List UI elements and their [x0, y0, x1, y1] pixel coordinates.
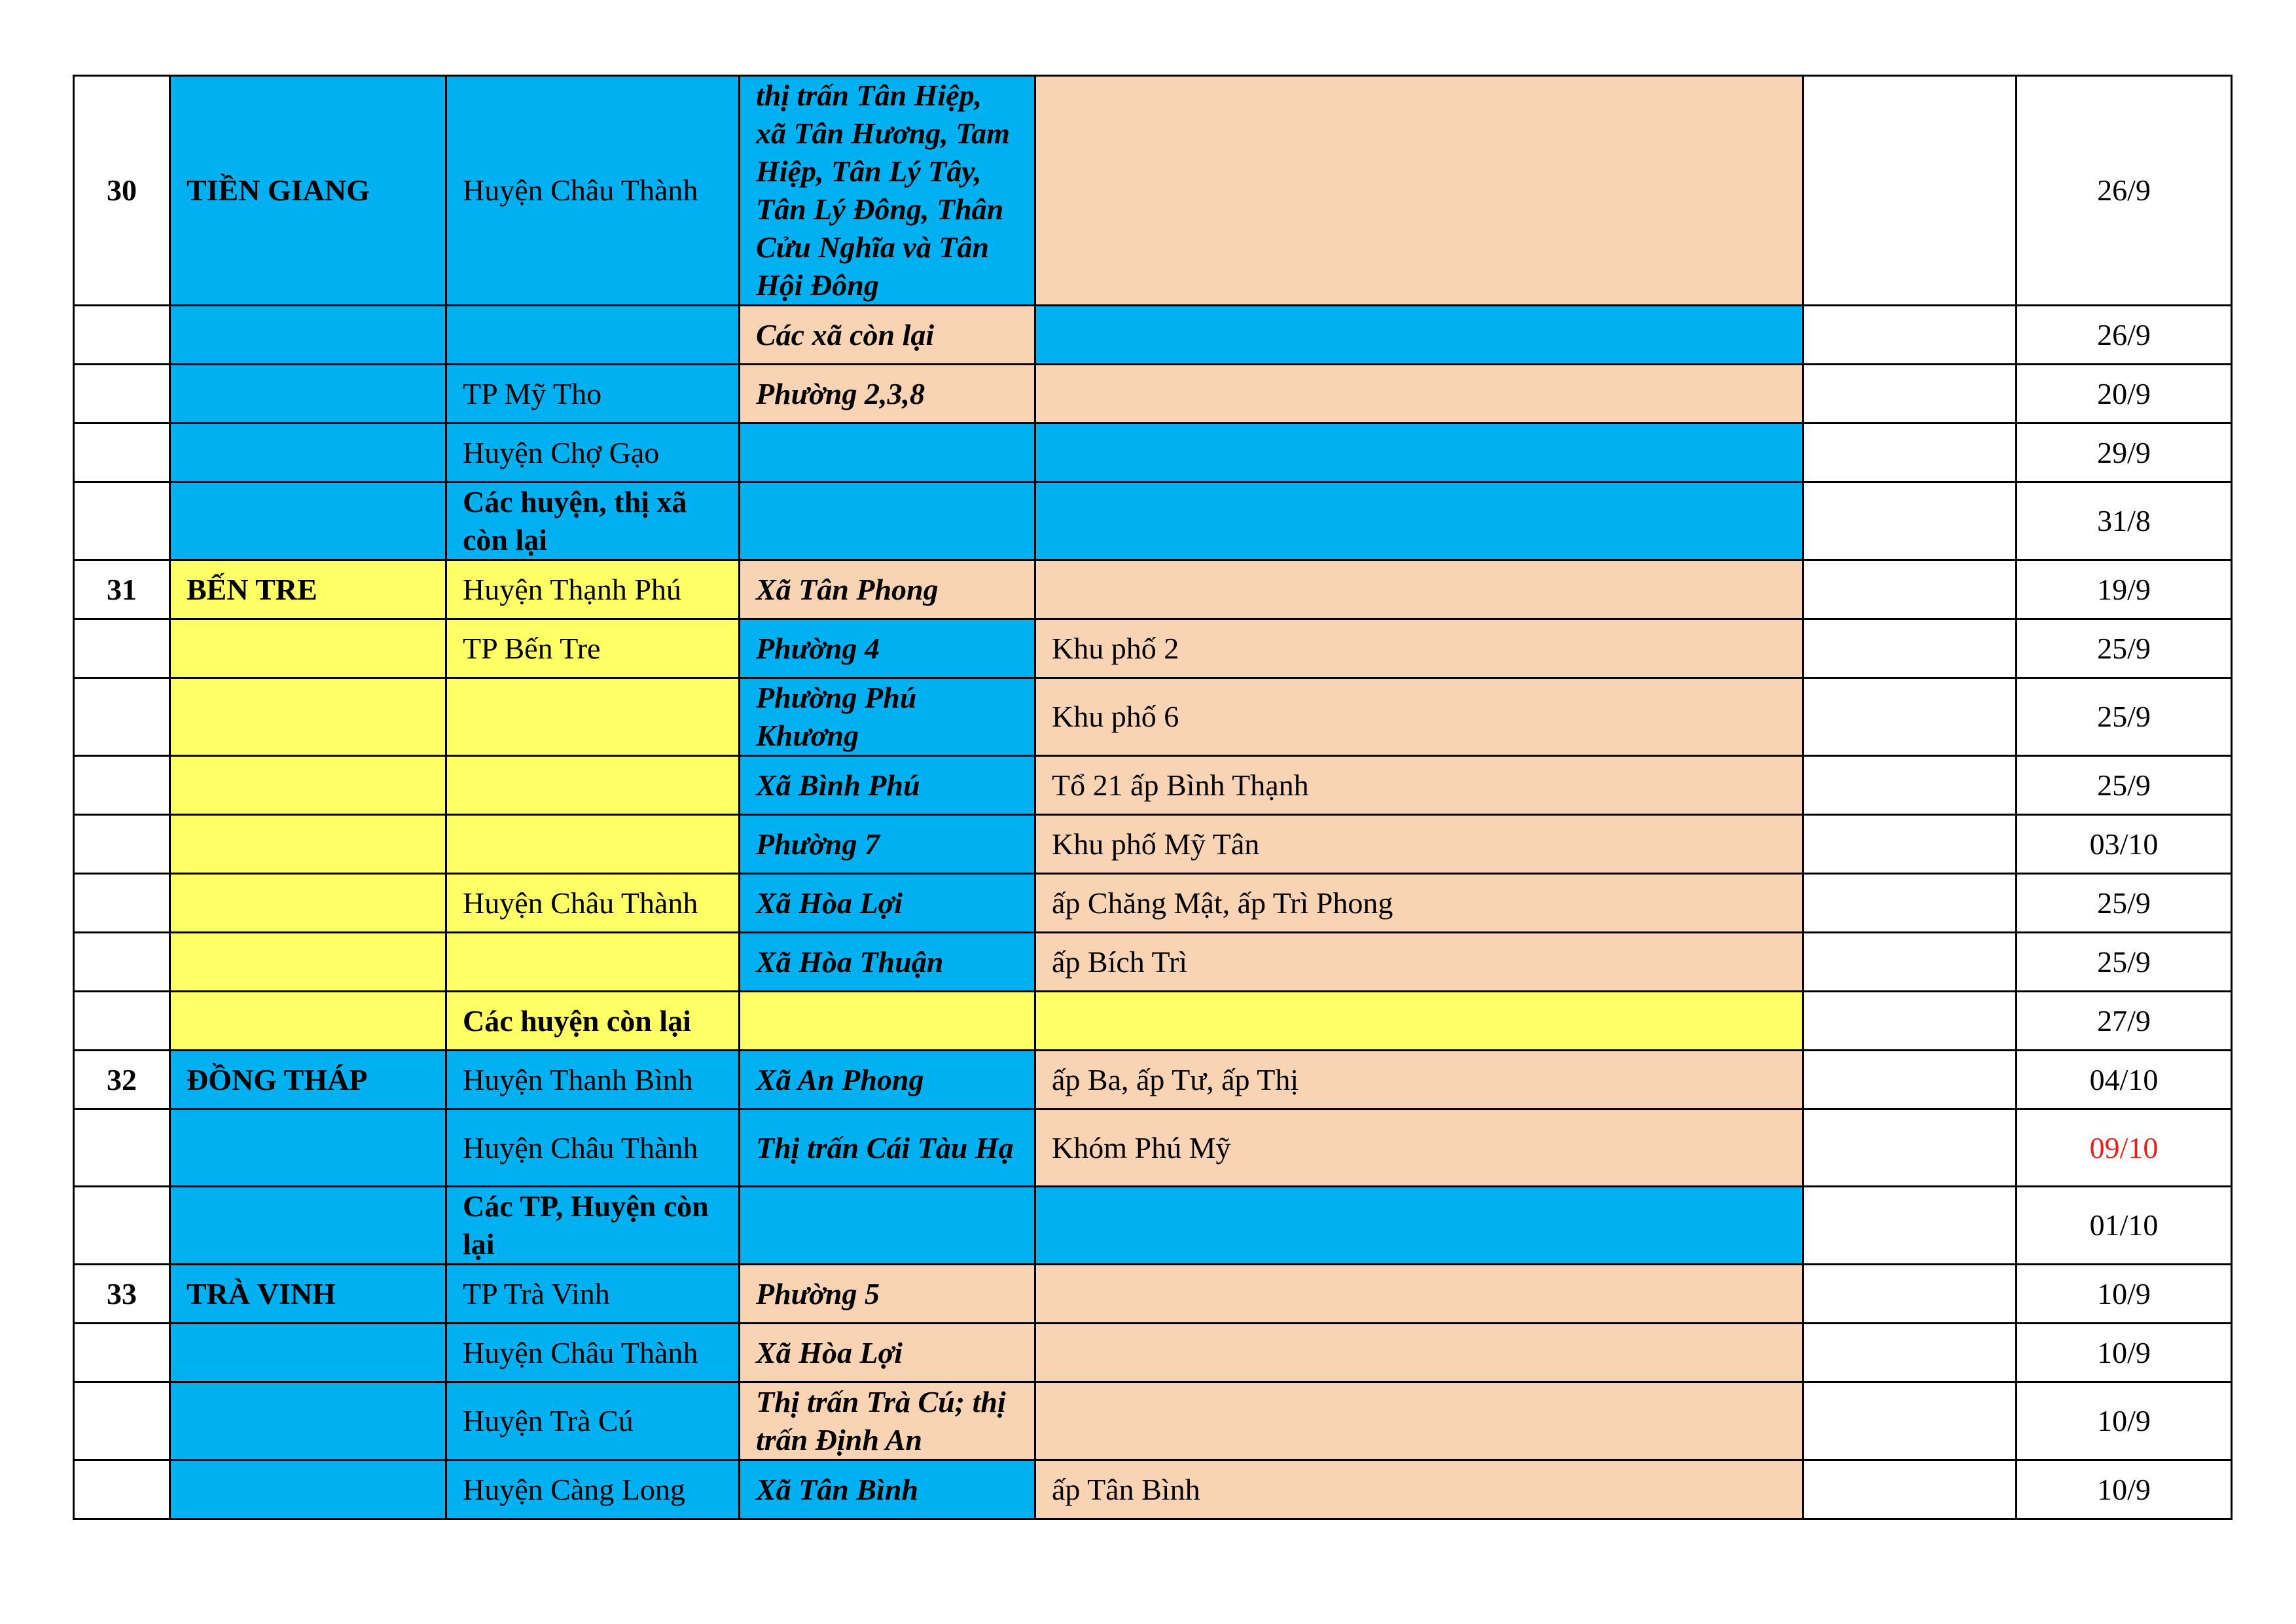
- ward-cell: Xã An Phong: [740, 1051, 1035, 1110]
- table-row: [74, 1187, 2232, 1265]
- stt-cell: [74, 1110, 170, 1187]
- table-body: [74, 76, 2232, 1519]
- district-cell: TP Bến Tre: [446, 619, 740, 678]
- district-cell: [446, 306, 740, 365]
- province-cell: [170, 1187, 446, 1265]
- district-cell: Huyện Châu Thành: [446, 1324, 740, 1382]
- province-cell: [170, 1382, 446, 1460]
- table-row: [74, 1460, 2232, 1519]
- ward-cell: Xã Hòa Lợi: [740, 874, 1035, 933]
- date-cell: 29/9: [2017, 424, 2232, 482]
- date-cell: 20/9: [2017, 365, 2232, 424]
- note-cell: [1803, 1324, 2017, 1382]
- province-cell: [170, 424, 446, 482]
- ward-cell: Xã Hòa Lợi: [740, 1324, 1035, 1382]
- area-cell: ấp Ba, ấp Tư, ấp Thị: [1035, 1051, 1803, 1110]
- stt-cell: [74, 933, 170, 992]
- area-cell: [1035, 1382, 1803, 1460]
- area-cell: ấp Chăng Mật, ấp Trì Phong: [1035, 874, 1803, 933]
- area-cell: [1035, 365, 1803, 424]
- table-row: [74, 1110, 2232, 1187]
- area-cell: Khóm Phú Mỹ: [1035, 1110, 1803, 1187]
- district-cell: Các huyện, thị xã còn lại: [446, 482, 740, 560]
- note-cell: [1803, 76, 2017, 306]
- province-cell: [170, 756, 446, 815]
- district-cell: Huyện Thạnh Phú: [446, 560, 740, 619]
- ward-cell: thị trấn Tân Hiệp, xã Tân Hương, Tam Hiệp, Tân Lý Tây, Tân Lý Đông, Thân Cửu Nghĩa và Tân Hội Đông: [740, 76, 1035, 306]
- area-cell: Khu phố 2: [1035, 619, 1803, 678]
- date-cell: 25/9: [2017, 756, 2232, 815]
- ward-cell: [740, 482, 1035, 560]
- ward-cell: Phường 5: [740, 1265, 1035, 1324]
- note-cell: [1803, 619, 2017, 678]
- ward-cell: [740, 992, 1035, 1051]
- ward-cell: Xã Bình Phú: [740, 756, 1035, 815]
- table-row: [74, 1051, 2232, 1110]
- ward-cell: Xã Hòa Thuận: [740, 933, 1035, 992]
- stt-cell: 31: [74, 560, 170, 619]
- ward-cell: Phường Phú Khương: [740, 678, 1035, 756]
- note-cell: [1803, 933, 2017, 992]
- date-cell: 26/9: [2017, 306, 2232, 365]
- area-cell: [1035, 306, 1803, 365]
- note-cell: [1803, 424, 2017, 482]
- date-cell: 09/10: [2017, 1110, 2232, 1187]
- area-cell: [1035, 560, 1803, 619]
- note-cell: [1803, 560, 2017, 619]
- province-cell: BẾN TRE: [170, 560, 446, 619]
- province-cell: [170, 874, 446, 933]
- table-row: [74, 815, 2232, 874]
- stt-cell: [74, 992, 170, 1051]
- area-cell: Tổ 21 ấp Bình Thạnh: [1035, 756, 1803, 815]
- note-cell: [1803, 306, 2017, 365]
- district-cell: TP Trà Vinh: [446, 1265, 740, 1324]
- area-cell: [1035, 1324, 1803, 1382]
- ward-cell: Thị trấn Cái Tàu Hạ: [740, 1110, 1035, 1187]
- area-cell: Khu phố Mỹ Tân: [1035, 815, 1803, 874]
- stt-cell: [74, 678, 170, 756]
- stt-cell: [74, 424, 170, 482]
- table-row: [74, 874, 2232, 933]
- date-cell: 01/10: [2017, 1187, 2232, 1265]
- ward-cell: Phường 4: [740, 619, 1035, 678]
- district-cell: Huyện Châu Thành: [446, 874, 740, 933]
- date-cell: 25/9: [2017, 874, 2232, 933]
- note-cell: [1803, 1051, 2017, 1110]
- area-cell: ấp Bích Trì: [1035, 933, 1803, 992]
- district-cell: Huyện Châu Thành: [446, 76, 740, 306]
- table-row: [74, 1382, 2232, 1460]
- ward-cell: [740, 1187, 1035, 1265]
- date-cell: 10/9: [2017, 1324, 2232, 1382]
- province-cell: [170, 992, 446, 1051]
- district-cell: TP Mỹ Tho: [446, 365, 740, 424]
- note-cell: [1803, 756, 2017, 815]
- province-cell: [170, 306, 446, 365]
- date-cell: 27/9: [2017, 992, 2232, 1051]
- province-cell: [170, 1460, 446, 1519]
- area-cell: [1035, 482, 1803, 560]
- note-cell: [1803, 874, 2017, 933]
- area-cell: [1035, 424, 1803, 482]
- table-row: [74, 365, 2232, 424]
- date-cell: 26/9: [2017, 76, 2232, 306]
- ward-cell: Xã Tân Phong: [740, 560, 1035, 619]
- note-cell: [1803, 482, 2017, 560]
- date-cell: 19/9: [2017, 560, 2232, 619]
- note-cell: [1803, 1187, 2017, 1265]
- stt-cell: 32: [74, 1051, 170, 1110]
- stt-cell: [74, 1460, 170, 1519]
- note-cell: [1803, 1382, 2017, 1460]
- area-cell: Khu phố 6: [1035, 678, 1803, 756]
- district-cell: Huyện Càng Long: [446, 1460, 740, 1519]
- note-cell: [1803, 1460, 2017, 1519]
- schedule-table: [73, 75, 2233, 1520]
- ward-cell: Phường 2,3,8: [740, 365, 1035, 424]
- province-cell: [170, 619, 446, 678]
- note-cell: [1803, 678, 2017, 756]
- ward-cell: Phường 7: [740, 815, 1035, 874]
- note-cell: [1803, 365, 2017, 424]
- district-cell: Huyện Trà Cú: [446, 1382, 740, 1460]
- district-cell: Các TP, Huyện còn lại: [446, 1187, 740, 1265]
- province-cell: ĐỒNG THÁP: [170, 1051, 446, 1110]
- stt-cell: [74, 306, 170, 365]
- table-row: [74, 482, 2232, 560]
- table-row: [74, 424, 2232, 482]
- table-row: [74, 933, 2232, 992]
- stt-cell: [74, 1187, 170, 1265]
- table-row: [74, 756, 2232, 815]
- area-cell: [1035, 76, 1803, 306]
- stt-cell: [74, 619, 170, 678]
- table-row: [74, 678, 2232, 756]
- district-cell: [446, 678, 740, 756]
- note-cell: [1803, 815, 2017, 874]
- province-cell: TRÀ VINH: [170, 1265, 446, 1324]
- table-row: [74, 992, 2232, 1051]
- stt-cell: [74, 365, 170, 424]
- district-cell: Huyện Châu Thành: [446, 1110, 740, 1187]
- province-cell: [170, 933, 446, 992]
- ward-cell: Xã Tân Bình: [740, 1460, 1035, 1519]
- stt-cell: [74, 1324, 170, 1382]
- date-cell: 10/9: [2017, 1265, 2232, 1324]
- date-cell: 03/10: [2017, 815, 2232, 874]
- ward-cell: Các xã còn lại: [740, 306, 1035, 365]
- stt-cell: 30: [74, 76, 170, 306]
- date-cell: 25/9: [2017, 619, 2232, 678]
- ward-cell: [740, 424, 1035, 482]
- area-cell: [1035, 1265, 1803, 1324]
- date-cell: 04/10: [2017, 1051, 2232, 1110]
- stt-cell: [74, 1382, 170, 1460]
- stt-cell: [74, 874, 170, 933]
- stt-cell: 33: [74, 1265, 170, 1324]
- district-cell: [446, 933, 740, 992]
- table-row: [74, 1324, 2232, 1382]
- stt-cell: [74, 756, 170, 815]
- table-row: [74, 306, 2232, 365]
- district-cell: [446, 815, 740, 874]
- stt-cell: [74, 482, 170, 560]
- stt-cell: [74, 815, 170, 874]
- area-cell: ấp Tân Bình: [1035, 1460, 1803, 1519]
- note-cell: [1803, 1110, 2017, 1187]
- province-cell: [170, 678, 446, 756]
- province-cell: TIỀN GIANG: [170, 76, 446, 306]
- province-cell: [170, 1110, 446, 1187]
- ward-cell: Thị trấn Trà Cú; thị trấn Định An: [740, 1382, 1035, 1460]
- province-cell: [170, 1324, 446, 1382]
- table-row: [74, 560, 2232, 619]
- date-cell: 25/9: [2017, 933, 2232, 992]
- province-cell: [170, 365, 446, 424]
- note-cell: [1803, 992, 2017, 1051]
- district-cell: [446, 756, 740, 815]
- district-cell: Các huyện còn lại: [446, 992, 740, 1051]
- area-cell: [1035, 1187, 1803, 1265]
- province-cell: [170, 482, 446, 560]
- district-cell: Huyện Chợ Gạo: [446, 424, 740, 482]
- date-cell: 10/9: [2017, 1382, 2232, 1460]
- table-row: [74, 619, 2232, 678]
- table-row: [74, 1265, 2232, 1324]
- province-cell: [170, 815, 446, 874]
- date-cell: 25/9: [2017, 678, 2232, 756]
- table-row: [74, 76, 2232, 306]
- area-cell: [1035, 992, 1803, 1051]
- date-cell: 10/9: [2017, 1460, 2232, 1519]
- date-cell: 31/8: [2017, 482, 2232, 560]
- district-cell: Huyện Thanh Bình: [446, 1051, 740, 1110]
- note-cell: [1803, 1265, 2017, 1324]
